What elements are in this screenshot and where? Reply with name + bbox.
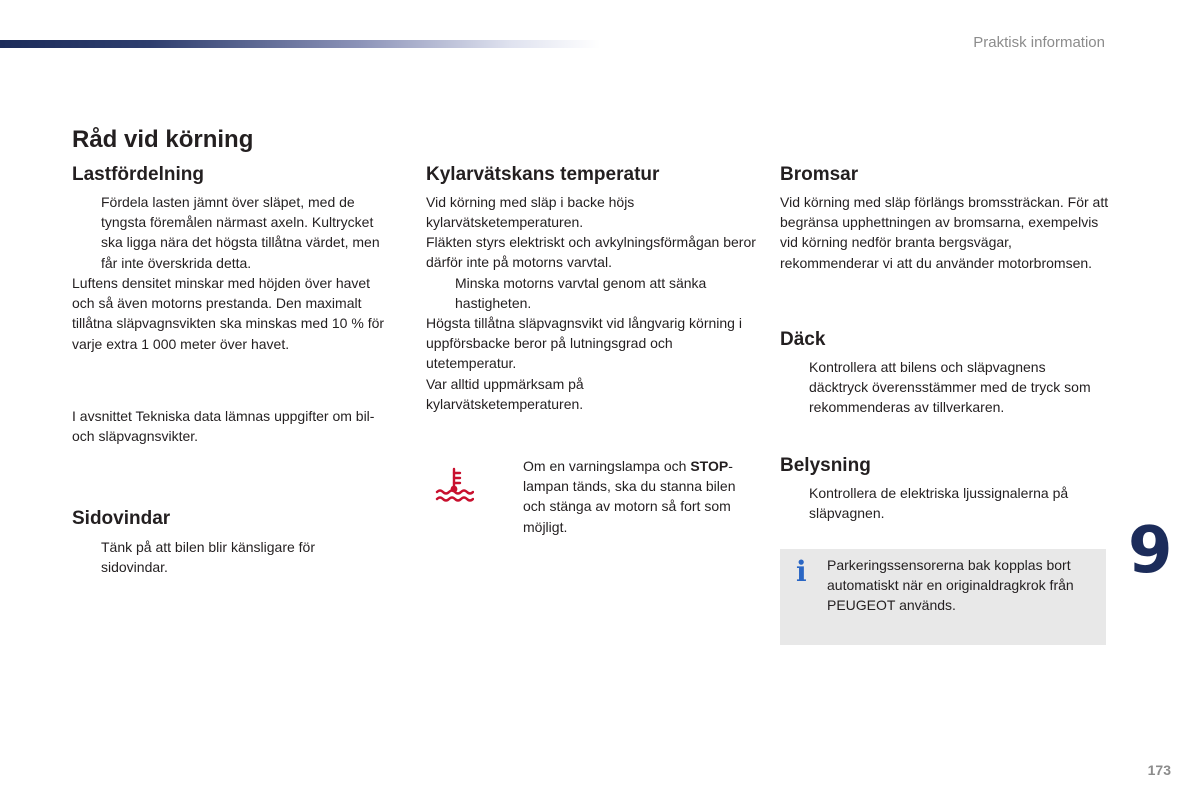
paragraph-coolant-4: Var alltid uppmärksam på kylarvätsketemperaturen.: [426, 376, 584, 413]
bullet-text: Kontrollera att bilens och släpvagnens däcktryck överensstämmer med de tryck som rekommenderas av tillverkaren.: [809, 359, 1091, 416]
heading-sidovindar: Sidovindar: [72, 508, 171, 529]
page-number: 173: [1147, 762, 1171, 778]
paragraph-altitude: Luftens densitet minskar med höjden över havet och så även motorns prestanda. Den maximalt tillåtna släpvagnsvikten ska minskas med 10 % för varje extra 1 000 meter över havet.: [72, 275, 385, 352]
bullet-text: Tänk på att bilen blir känsligare för sidovindar.: [101, 539, 315, 576]
bullet-text: Fördela lasten jämnt över släpet, med de tyngsta föremålen närmast axeln. Kultrycket ska ligga nära det högsta tillåtna värdet, men får inte överskrida detta.: [101, 194, 380, 271]
chapter-number: 9: [1128, 514, 1173, 588]
bullet-warning-stop: [494, 456, 755, 537]
bullet-dack: [780, 357, 1101, 418]
paragraph-coolant-3: Högsta tillåtna släpvagnsvikt vid långvarig körning i uppförsbacke beror på lutningsgrad och utetemperatur.: [426, 315, 742, 372]
info-text: Parkeringssensorerna bak kopplas bort automatiskt när en originaldragkrok från PEUGEOT används.: [827, 557, 1074, 614]
heading-belysning: Belysning: [780, 455, 871, 476]
bullet-lastfordelning: [72, 192, 397, 273]
heading-bromsar: Bromsar: [780, 164, 859, 185]
bullet-text: Minska motorns varvtal genom att sänka hastigheten.: [455, 275, 707, 312]
warning-text-pre: Om en varningslampa och: [523, 458, 691, 474]
bullet-belysning: [780, 483, 1109, 523]
stop-keyword: STOP: [690, 458, 729, 474]
paragraph-coolant-2: Fläkten styrs elektriskt och avkylningsförmågan beror därför inte på motorns varvtal.: [426, 234, 756, 271]
header-gradient-bar: [0, 40, 600, 48]
paragraph-technical-data: I avsnittet Tekniska data lämnas uppgifter om bil- och släpvagnsvikter.: [72, 408, 375, 445]
heading-lastfordelning: Lastfördelning: [72, 164, 204, 185]
paragraph-coolant-1: Vid körning med släp i backe höjs kylarvätsketemperaturen.: [426, 194, 635, 231]
bullet-sidovindar: [72, 537, 371, 577]
section-label: Praktisk information: [973, 34, 1105, 51]
paragraph-brakes: Vid körning med släp förlängs bromssträckan. För att begränsa upphettningen av bromsarna, exempelvis vid körning nedför branta bergsvägar, rekommenderar vi att du använder motorbromsen.: [780, 194, 1109, 271]
heading-kylarvatska: Kylarvätskans temperatur: [426, 164, 660, 185]
heading-dack: Däck: [780, 329, 826, 350]
info-icon: i: [796, 555, 807, 588]
bullet-kylarvatska: [426, 273, 740, 313]
page-title: Råd vid körning: [72, 126, 254, 153]
info-box: [780, 549, 1106, 645]
warning-text-post: -lampan tänds, ska du stanna bilen och stänga av motorn så fort som möjligt.: [523, 458, 736, 535]
coolant-temperature-warning-icon: [434, 466, 474, 506]
bullet-text: Kontrollera de elektriska ljussignalerna på släpvagnen.: [809, 485, 1069, 522]
